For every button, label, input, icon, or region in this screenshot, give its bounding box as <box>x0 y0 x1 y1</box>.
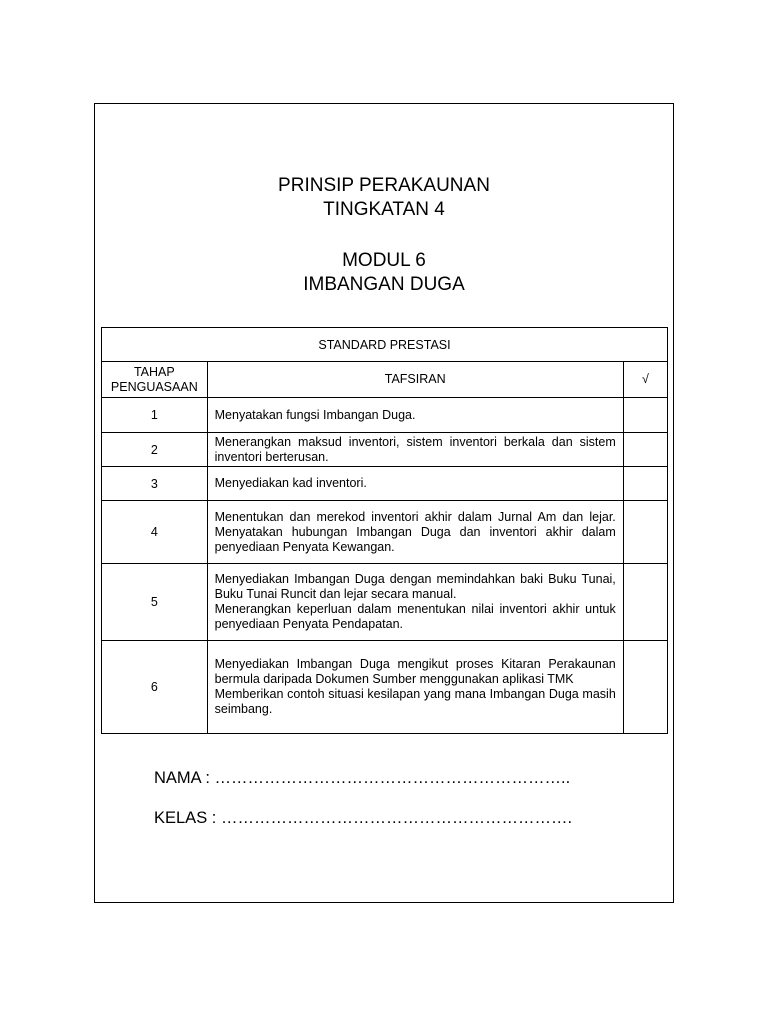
table-row <box>102 467 668 501</box>
description-text: Menentukan dan merekod inventori akhir dalam Jurnal Am dan lejar. Menyatakan hubungan Imbangan Duga dan inventori akhir dalam penyediaan Penyata Kewangan. <box>214 509 616 554</box>
level-description <box>207 467 623 501</box>
module-heading <box>95 249 673 297</box>
check-box[interactable] <box>623 641 667 734</box>
level-description <box>207 564 623 641</box>
column-header-check: √ <box>623 362 667 398</box>
check-box[interactable] <box>623 564 667 641</box>
level-number: 3 <box>102 467 208 501</box>
description-text: Menerangkan keperluan dalam menentukan nilai inventori akhir untuk penyediaan Penyata Pendapatan. <box>214 602 616 631</box>
page-frame <box>94 103 674 903</box>
level-number: 5 <box>102 564 208 641</box>
table-row <box>102 564 668 641</box>
description-text: Memberikan contoh situasi kesilapan yang mana Imbangan Duga masih seimbang. <box>214 687 616 716</box>
subject-heading <box>95 174 673 222</box>
form-title: TINGKATAN 4 <box>323 199 445 220</box>
check-box[interactable] <box>623 501 667 564</box>
column-header-desc: TAFSIRAN <box>207 362 623 398</box>
description-text: Menyatakan fungsi Imbangan Duga. <box>214 407 416 422</box>
column-header-level: TAHAP PENGUASAAN <box>102 362 208 398</box>
table-row <box>102 501 668 564</box>
check-box[interactable] <box>623 398 667 433</box>
subject-title: PRINSIP PERAKAUNAN <box>278 175 490 196</box>
check-box[interactable] <box>623 433 667 467</box>
level-number: 6 <box>102 641 208 734</box>
level-description <box>207 501 623 564</box>
topic-title: IMBANGAN DUGA <box>303 274 465 295</box>
description-text: Menerangkan maksud inventori, sistem inventori berkala dan sistem inventori berterusan. <box>214 434 616 464</box>
description-text: Menyediakan kad inventori. <box>214 476 367 490</box>
table-title: STANDARD PRESTASI <box>102 328 668 362</box>
level-description <box>207 398 623 433</box>
table-row <box>102 433 668 467</box>
description-text: Menyediakan Imbangan Duga dengan memindahkan baki Buku Tunai, Buku Tunai Runcit dan lejar secara manual. <box>214 572 616 601</box>
level-number: 4 <box>102 501 208 564</box>
standard-prestasi-table <box>101 327 668 734</box>
table-row <box>102 641 668 734</box>
nama-field[interactable]: NAMA : ……………………………………………………….. <box>154 769 571 787</box>
check-box[interactable] <box>623 467 667 501</box>
table-row <box>102 398 668 433</box>
description-text: Menyediakan Imbangan Duga mengikut proses Kitaran Perakaunan bermula daripada Dokumen Sumber menggunakan aplikasi TMK <box>214 657 616 686</box>
kelas-field[interactable]: KELAS : ………………………………………………………. <box>154 809 573 827</box>
level-number: 1 <box>102 398 208 433</box>
module-title: MODUL 6 <box>342 250 426 271</box>
level-number: 2 <box>102 433 208 467</box>
level-description <box>207 641 623 734</box>
level-description <box>207 433 623 467</box>
